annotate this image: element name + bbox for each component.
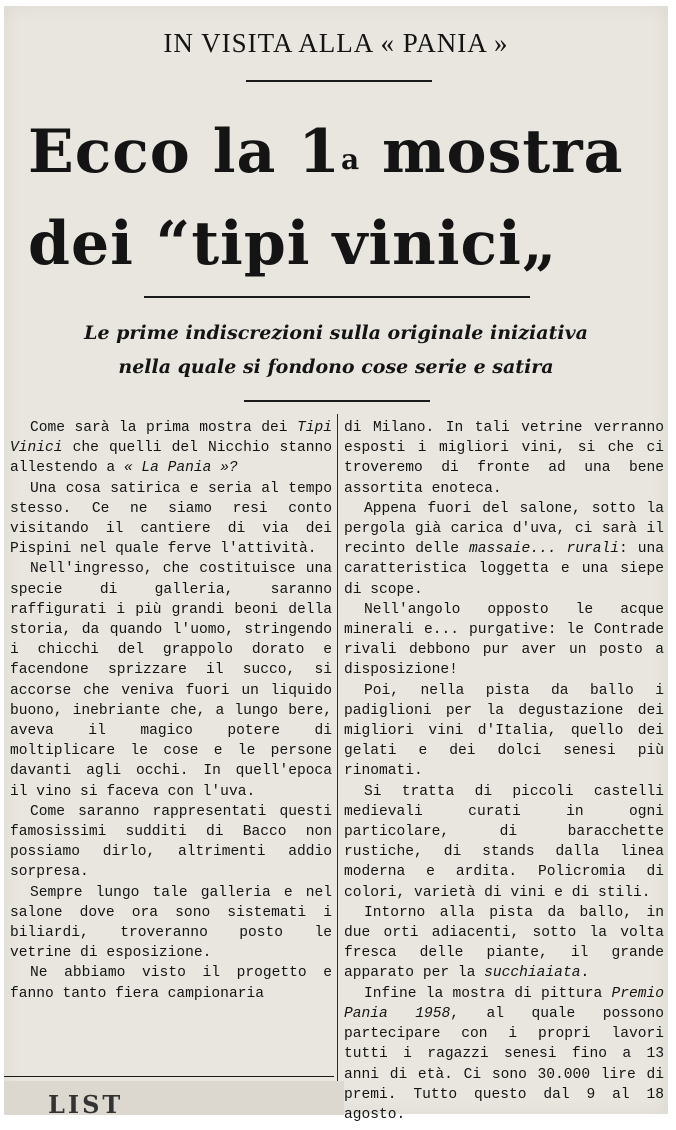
text: : una caratteristica loggetta e una siepe di scope. [344, 541, 664, 598]
text: Come sarà la prima mostra dei [30, 420, 297, 436]
column-divider [337, 414, 338, 1098]
paragraph [344, 984, 664, 1125]
text: , al quale possono partecipare con i propri lavori tutti i ragazzi senesi fino a 13 anni di età. Ci sono 30.000 lire di premi. Tutto questo dal 9 al 18 agosto. [344, 1005, 665, 1123]
paragraph: di Milano. In tali vetrine verranno esposti i migliori vini, si che ci troveremo di fronte ad una bene assortita enoteca. [344, 420, 664, 497]
text: che quelli del Nicchio stanno allestendo a [10, 440, 332, 477]
article-column-1 [10, 418, 332, 1004]
paragraph [10, 418, 332, 479]
article-kicker: IN VISITA ALLA « PANIA » [163, 28, 509, 58]
text: Appena fuori del salone, sotto la pergola già carica d'uva, ci sarà il recinto delle [344, 500, 664, 558]
paragraph: Poi, nella pista da ballo i padiglioni per la degustazione dei migliori vini d'Italia, quello dei gelati e dei dolci senesi più rinomati. [344, 682, 664, 780]
paragraph: Nell'angolo opposto le acque minerali e... purgative: le Contrade rivali debbono pur aver un posto a disposizione! [344, 601, 664, 679]
italic-text: succhiaiata [484, 965, 581, 982]
paragraph [344, 903, 664, 984]
paragraph: Nell'ingresso, che costituisce una specie di galleria, saranno raffigurati i più grandi beoni della storia, da quando l'uomo, stringendo i chicchi del grappolo dorato e facendone sprizzare il succo, si accorse che veniva fuori un liquido buono, inebriante che, a lungo bere, aveva il magico potere di moltiplicare le cose e le persone davanti agli occhi. In quell'epoca il vino si faceva con l'uva. [10, 561, 332, 800]
italic-text: Tipi Vinici [10, 420, 332, 457]
headline-text-a: Ecco la 1 [28, 117, 342, 187]
kicker-rule [246, 80, 432, 82]
headline-line-2: dei “tipi vinici„ [28, 209, 558, 279]
article-column-2 [344, 418, 664, 1125]
italic-text: « La Pania »? [123, 460, 238, 477]
paragraph: Sempre lungo tale galleria e nel salone dove ora sono sistemati i biliardi, troveranno posto le vetrine di esposizione. [10, 884, 332, 962]
subhead-line-1: Le prime indiscrezioni sulla originale iniziativa [84, 322, 588, 344]
subhead-line-2: nella quale si fondono cose serie e satira [118, 356, 554, 378]
subhead-rule [244, 400, 430, 402]
paragraph: Una cosa satirica e seria al tempo stesso. Ce ne siamo resi conto visitando il cantiere di via dei Pispini nel quale ferve l'attività. [10, 480, 332, 558]
text: . [580, 965, 590, 982]
paragraph: Ne abbiamo visto il progetto e fanno tanto fiera campionaria [10, 965, 332, 1002]
torn-headline-fragment: LIST [48, 1090, 124, 1119]
italic-text: massaie... rurali [468, 541, 620, 558]
paragraph: Come saranno rappresentati questi famosissimi sudditi di Bacco non possiamo dirlo, altrimenti addio sorpresa. [10, 803, 332, 881]
headline-text-b: mostra [360, 117, 624, 187]
article-subheadline [4, 316, 668, 384]
italic-text: Premio Pania 1958 [344, 985, 664, 1022]
footer-rule [4, 1076, 334, 1077]
text: Infine la mostra di pittura [364, 985, 612, 1002]
newspaper-clipping [4, 6, 668, 1123]
article-headline [28, 106, 658, 290]
text: Intorno alla pista da ballo, in due orti adiacenti, sotto la volta fresca delle piante, il grande apparato per la [344, 904, 664, 982]
paragraph: Si tratta di piccoli castelli medievali curati in ogni particolare, di baracchette rustiche, di stands dalla linea moderna e ardita. Policromia di colori, varietà di vini e di stili. [344, 783, 664, 901]
headline-superscript: a [341, 143, 361, 176]
paragraph [344, 499, 664, 600]
headline-line-1 [28, 106, 658, 198]
headline-rule [144, 296, 530, 298]
